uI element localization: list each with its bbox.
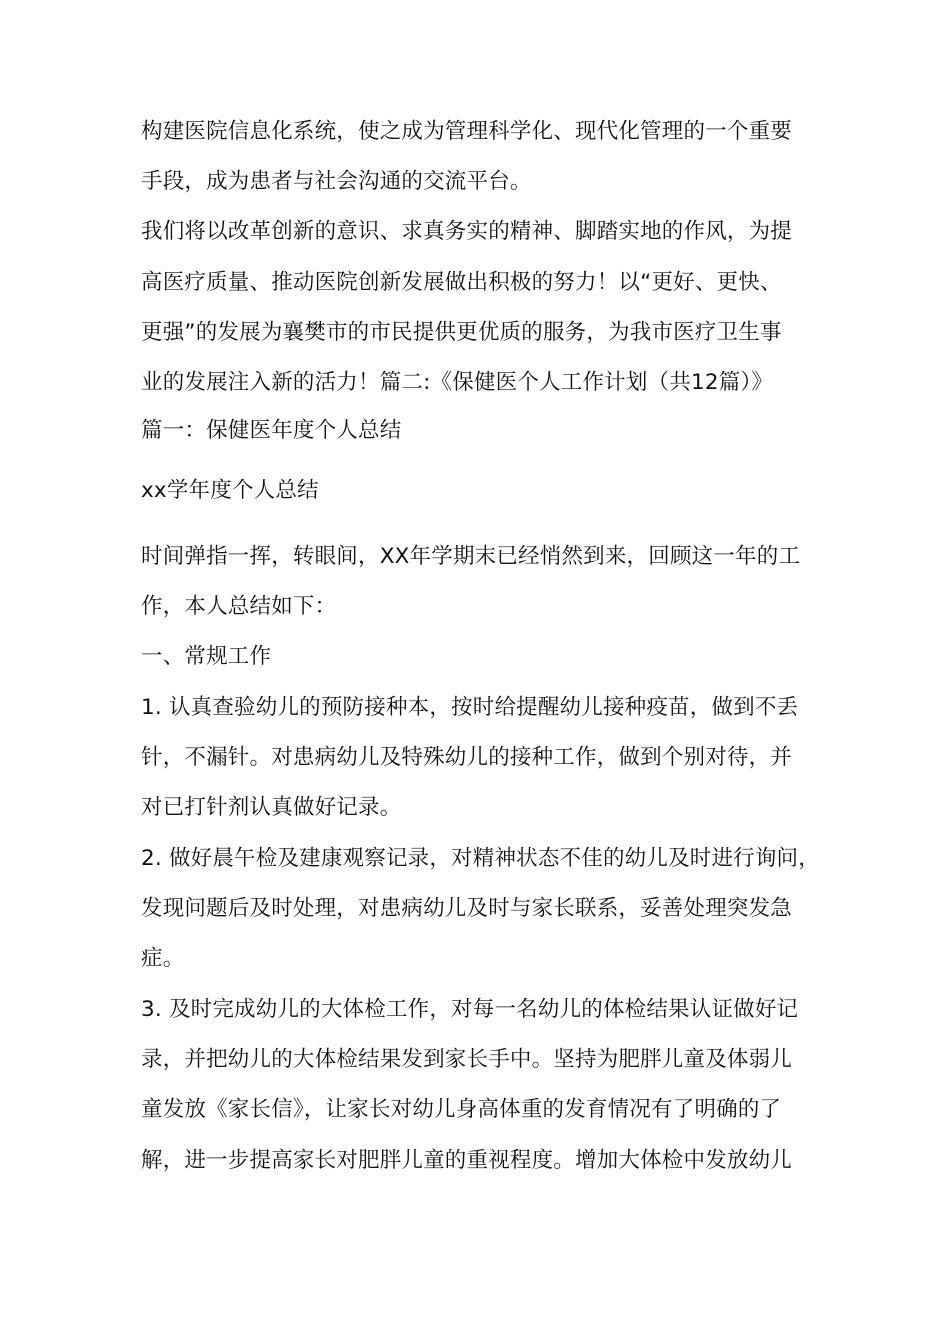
text-line: 解，进一步提高家长对肥胖儿童的重视程度。增加大体检中发放幼儿 (141, 1148, 793, 1173)
text-line: 作，本人总结如下： (141, 594, 337, 619)
text-line: 构建医院信息化系统，使之成为管理科学化、现代化管理的一个重要 (141, 119, 793, 144)
text-line: 录，并把幼儿的大体检结果发到家长手中。坚持为肥胖儿童及体弱儿 (141, 1047, 793, 1072)
text-line: 业的发展注入新的活力！篇二:《保健医个人工作计划（共12篇）》 (141, 370, 774, 395)
text-line: 对已打针剂认真做好记录。 (141, 795, 402, 820)
section-heading: xx学年度个人总结 (141, 478, 319, 503)
text-line: 针，不漏针。对患病幼儿及特殊幼儿的接种工作，做到个别对待，并 (141, 745, 793, 770)
text-line: 我们将以改革创新的意识、求真务实的精神、脚踏实地的作风，为提 (141, 219, 793, 244)
text-line: 手段，成为患者与社会沟通的交流平台。 (141, 169, 532, 194)
text-line: 发现问题后及时处理，对患病幼儿及时与家长联系，妥善处理突发急 (141, 896, 793, 921)
text-line: 高医疗质量、推动医院创新发展做出积极的努力！以“更好、更快、 (141, 270, 782, 295)
text-line: 更强”的发展为襄樊市的市民提供更优质的服务，为我市医疗卫生事 (141, 320, 782, 345)
text-line: 时间弹指一挥，转眼间，XX年学期末已经悄然到来，回顾这一年的工 (141, 544, 801, 569)
section-heading: 篇一：保健医年度个人总结 (141, 418, 402, 443)
text-line: 症。 (141, 946, 185, 971)
text-line: 2. 做好晨午检及建康观察记录，对精神状态不佳的幼儿及时进行询问， (141, 846, 820, 871)
section-heading: 一、常规工作 (141, 644, 272, 669)
text-line: 童发放《家长信》，让家长对幼儿身高体重的发育情况有了明确的了 (141, 1097, 782, 1122)
text-line: 1. 认真查验幼儿的预防接种本，按时给提醒幼儿接种疫苗，做到不丢 (141, 695, 799, 720)
text-line: 3. 及时完成幼儿的大体检工作，对每一名幼儿的体检结果认证做好记 (141, 997, 799, 1022)
